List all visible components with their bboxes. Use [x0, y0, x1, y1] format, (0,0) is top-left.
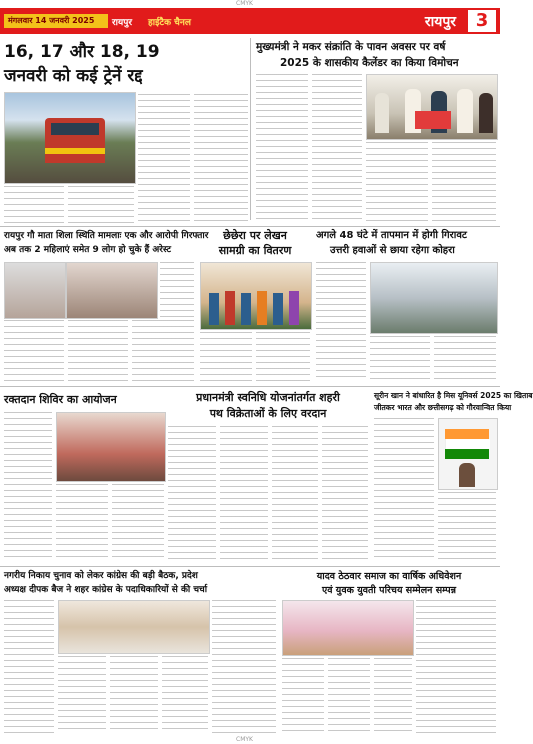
students-headline-2: सामग्री का वितरण	[218, 244, 292, 257]
pmsvanidhi-headline-1: प्रधानमंत्री स्वनिधि योजनांतर्गत शहरी	[196, 391, 340, 404]
blood-text-col3	[112, 484, 164, 562]
registry-text-side	[160, 262, 194, 317]
page-number: 3	[468, 10, 496, 32]
yadav-text-col1	[282, 658, 324, 734]
trains-text-col3	[194, 94, 248, 222]
congress-text-col3	[110, 656, 158, 734]
column-divider	[250, 38, 251, 220]
students-headline-1: छेछेरा पर लेखन	[223, 229, 287, 242]
congress-photo	[58, 600, 210, 654]
flag-photo	[438, 418, 498, 490]
congress-text-col5	[212, 600, 276, 734]
row-divider-1	[0, 226, 500, 227]
row-divider-2	[0, 386, 500, 387]
students-text-col1	[200, 332, 252, 382]
cmyk-mark-bottom: CMYK	[236, 736, 253, 743]
registry-text-col3	[132, 320, 194, 382]
students-photo	[200, 262, 312, 330]
train-photo	[4, 92, 136, 184]
congress-headline-1: नगरीय निकाय चुनाव को लेकर कांग्रेस की बड़ी बैठक, प्रदेश	[4, 571, 198, 581]
weather-headline-2: उत्तरी हवाओं से छाया रहेगा कोहरा	[330, 245, 455, 256]
yadav-text-col2	[328, 658, 370, 734]
yadav-headline-1: यादव ठेठवार समाज का वार्षिक अधिवेशन	[316, 571, 462, 582]
brand-name: हाईटैक चैनल	[148, 18, 191, 28]
trains-text-col1	[4, 186, 64, 224]
blood-photo	[56, 412, 166, 482]
page-header	[0, 8, 500, 34]
city-label: रायपुर	[424, 14, 456, 30]
pmsvanidhi-headline-2: पथ विक्रेताओं के लिए वरदान	[209, 407, 327, 420]
accused-photo-1	[4, 262, 66, 319]
congress-text-col4	[162, 656, 208, 734]
accused-photo-2	[66, 262, 158, 319]
blood-headline: रक्तदान शिविर का आयोजन	[4, 393, 117, 406]
congress-text-col2	[58, 656, 106, 734]
calendar-text-col2	[312, 74, 362, 224]
trains-headline-2: जनवरी को कई ट्रेनें रद्द	[4, 66, 143, 86]
registry-headline-2: अब तक 2 महिलाएं समेत 9 लोग हो चुके हैं अरेस्ट	[4, 245, 172, 255]
cmyk-mark-top: CMYK	[236, 0, 253, 7]
yadav-headline-2: एवं युवक युवती परिचय सम्मेलन सम्पन्न	[321, 585, 457, 596]
flag-headline-2: जीतकर भारत और छत्तीसगढ़ को गौरवान्वित किया	[374, 403, 512, 412]
registry-text-col1	[4, 320, 64, 382]
yadav-text-col4	[416, 600, 496, 734]
registry-text-col2	[68, 320, 128, 382]
trains-headline-1: 16, 17 और 18, 19	[4, 42, 160, 62]
trains-text-col2	[138, 94, 190, 222]
trains-text-col1b	[68, 186, 134, 224]
pmsvanidhi-text-col1	[168, 426, 216, 562]
calendar-headline-2: 2025 के शासकीय कैलेंडर का किया विमोचन	[280, 57, 459, 69]
weather-text-col1	[316, 262, 366, 382]
calendar-text-col3	[366, 142, 428, 224]
calendar-text-col1	[256, 74, 308, 224]
yadav-text-col3	[374, 658, 412, 734]
date-label: मंगलवार 14 जनवरी 2025	[4, 14, 108, 28]
flag-text-col2	[438, 492, 496, 562]
flag-headline-1: सूरीन खान ने बांधारित है मिस यूनिवर्स 2025 का खिताब	[374, 391, 533, 400]
congress-text-col1	[4, 600, 54, 734]
pmsvanidhi-text-col4	[322, 426, 368, 562]
yadav-photo	[282, 600, 414, 656]
weather-text-col2	[370, 336, 430, 382]
weather-headline-1: अगले 48 घंटे में तापमान में होगी गिरावट	[316, 230, 467, 241]
pmsvanidhi-text-col3	[272, 426, 318, 562]
calendar-headline-1: मुख्यमंत्री ने मकर संक्रांति के पावन अवसर पर वर्ष	[256, 41, 446, 53]
weather-photo	[370, 262, 498, 334]
blood-text-col1	[4, 412, 52, 562]
blood-text-col2	[56, 484, 108, 562]
weather-text-col3	[434, 336, 496, 382]
congress-headline-2: अध्यक्ष दीपक बैज ने शहर कांग्रेस के पदाधिकारियों से की चर्चा	[4, 585, 208, 595]
row-divider-3	[0, 566, 500, 567]
flag-text-col1	[374, 418, 434, 562]
calendar-photo	[366, 74, 498, 140]
calendar-text-col4	[432, 142, 496, 224]
students-text-col2	[256, 332, 310, 382]
registry-headline-1: रायपुर गौ माता शिला स्थिति मामलाः एक और आरोपी गिरफ्तार	[4, 231, 209, 241]
pmsvanidhi-text-col2	[220, 426, 268, 562]
edition-label: रायपुर	[112, 18, 133, 28]
